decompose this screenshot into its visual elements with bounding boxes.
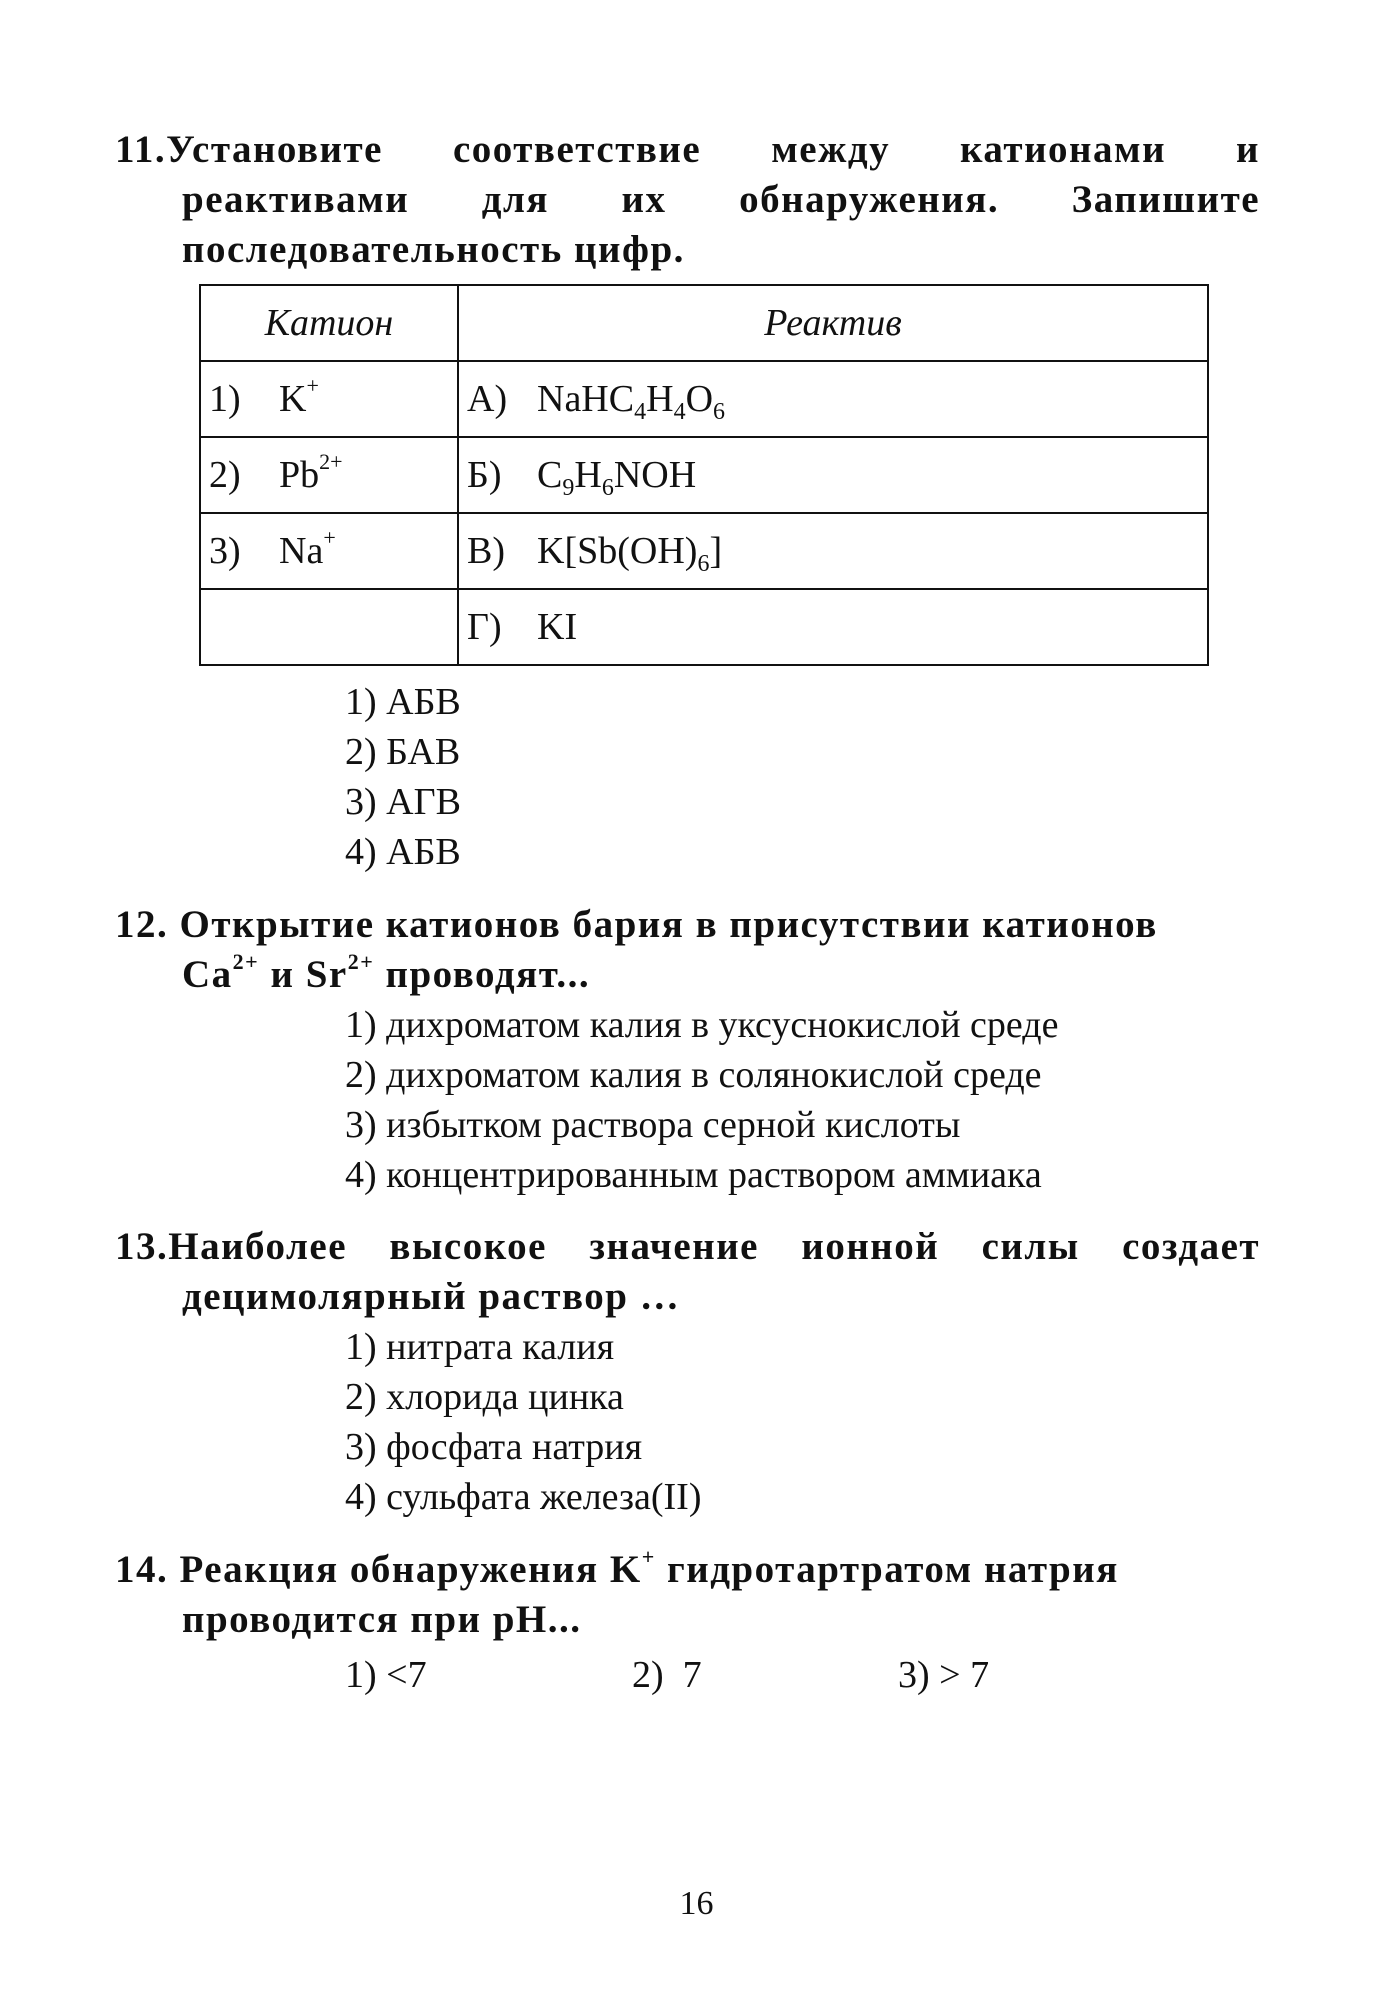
reagent-letter: Г) — [467, 606, 502, 648]
q11-heading — [115, 125, 1260, 275]
q13-word: Наиболее — [168, 1225, 348, 1268]
q11-word: Запишите — [1071, 178, 1261, 221]
q11-line3: последовательность цифр. — [182, 228, 685, 271]
q12-heading — [115, 900, 1260, 1000]
q11-option[interactable]: 4) АБВ — [345, 831, 461, 873]
reagent-formula: KI — [537, 606, 578, 648]
reagent-formula: $K[Sb(OH)_6]$ — [537, 530, 723, 577]
q13-word: ионной — [801, 1225, 940, 1268]
cation-num: 1) — [209, 378, 241, 420]
table-row — [200, 589, 1208, 665]
table-row — [200, 361, 1208, 437]
q13-line1 — [115, 1222, 1260, 1272]
q11-options — [345, 677, 461, 877]
table-row — [200, 437, 1208, 513]
table-row — [200, 513, 1208, 589]
cation-cell — [200, 589, 458, 665]
q13-options — [345, 1322, 702, 1522]
q13-option[interactable]: 2) хлорида цинка — [345, 1376, 624, 1418]
q11-word: Установите — [166, 128, 383, 171]
cation-symbol: K — [279, 378, 307, 420]
reagent-cell — [458, 589, 1208, 665]
q13-word: значение — [589, 1225, 759, 1268]
q13-word: силы — [981, 1225, 1080, 1268]
q13-word: создает — [1122, 1225, 1261, 1268]
reagent-letter: Б) — [467, 454, 502, 496]
q12-and: и — [270, 953, 295, 996]
header-reagent: Реактив — [458, 285, 1208, 361]
q14-option[interactable]: 2) 7 — [632, 1654, 702, 1696]
q11-word: реактивами — [182, 178, 410, 221]
q14-number: 14. — [115, 1548, 169, 1591]
q13-option[interactable]: 3) фосфата натрия — [345, 1426, 643, 1468]
reagent-cell — [458, 513, 1208, 589]
q11-line2 — [115, 175, 1260, 225]
q12-option[interactable]: 3) избытком раствора серной кислоты — [345, 1104, 961, 1146]
q14-text: гидротартратом натрия — [667, 1548, 1119, 1591]
q12-text: Открытие катионов бария в присутствии катионов — [179, 903, 1158, 946]
q11-word: между — [771, 128, 891, 171]
cation-symbol: Pb — [279, 454, 320, 496]
q13-number: 13. — [115, 1225, 169, 1268]
reagent-formula: $C_9H_6NOH$ — [537, 454, 697, 501]
q11-line1 — [115, 125, 1260, 175]
reagent-letter: А) — [467, 378, 508, 420]
q13-option[interactable]: 1) нитрата калия — [345, 1326, 615, 1368]
cation-reagent-table — [199, 284, 1209, 666]
ion-charge: + — [641, 1544, 656, 1569]
q12-option[interactable]: 4) концентрированным раствором аммиака — [345, 1154, 1042, 1196]
q11-word: их — [621, 178, 667, 221]
cation-cell — [200, 437, 458, 513]
reagent-letter: В) — [467, 530, 505, 572]
q12-tail: проводят... — [385, 953, 591, 996]
q11-word: соответствие — [452, 128, 702, 171]
q14-option[interactable]: 3) > 7 — [898, 1654, 990, 1696]
q13-heading — [115, 1222, 1260, 1322]
ion-charge: 2+ — [347, 949, 375, 974]
q11-option[interactable]: 2) БАВ — [345, 731, 461, 773]
ion-sr: Sr — [305, 953, 348, 996]
header-cation: Катион — [200, 285, 458, 361]
q14-heading — [115, 1545, 1260, 1645]
reagent-cell — [458, 437, 1208, 513]
cation-charge: + — [323, 525, 336, 550]
q11-option[interactable]: 3) АГВ — [345, 781, 461, 823]
ion-charge: 2+ — [232, 949, 260, 974]
q12-options — [345, 1000, 1058, 1200]
cation-charge: 2+ — [319, 449, 343, 474]
cation-cell — [200, 513, 458, 589]
q13-option[interactable]: 4) сульфата железа(II) — [345, 1476, 702, 1518]
q12-option[interactable]: 1) дихроматом калия в уксуснокислой среде — [345, 1004, 1059, 1046]
table-header-row — [200, 285, 1208, 361]
q12-line2 — [115, 950, 1260, 1000]
reagent-cell — [458, 361, 1208, 437]
cation-symbol: Na — [279, 530, 324, 572]
q11-number: 11. — [115, 128, 167, 171]
cation-num: 2) — [209, 454, 241, 496]
page-number: 16 — [679, 1885, 714, 1922]
q14-option[interactable]: 1) <7 — [345, 1654, 427, 1696]
q12-line1 — [115, 900, 1260, 950]
q12-number: 12. — [115, 903, 169, 946]
q11-option[interactable]: 1) АБВ — [345, 681, 461, 723]
ion-ca: Ca — [182, 953, 233, 996]
q14-line1 — [115, 1545, 1260, 1595]
reagent-formula: $NaHC_4H_4O_6$ — [537, 378, 726, 425]
q11-word: и — [1236, 128, 1261, 171]
q12-option[interactable]: 2) дихроматом калия в солянокислой среде — [345, 1054, 1042, 1096]
q14-line2: проводится при pH... — [182, 1598, 582, 1641]
q11-word: обнаружения. — [739, 178, 1000, 221]
cation-charge: + — [306, 373, 319, 398]
q13-word: высокое — [389, 1225, 547, 1268]
q14-text: Реакция обнаружения K — [179, 1548, 642, 1591]
q13-line2: децимолярный раствор … — [182, 1275, 681, 1318]
q11-word: для — [481, 178, 549, 221]
cation-num: 3) — [209, 530, 241, 572]
q11-word: катионами — [960, 128, 1167, 171]
cation-cell — [200, 361, 458, 437]
